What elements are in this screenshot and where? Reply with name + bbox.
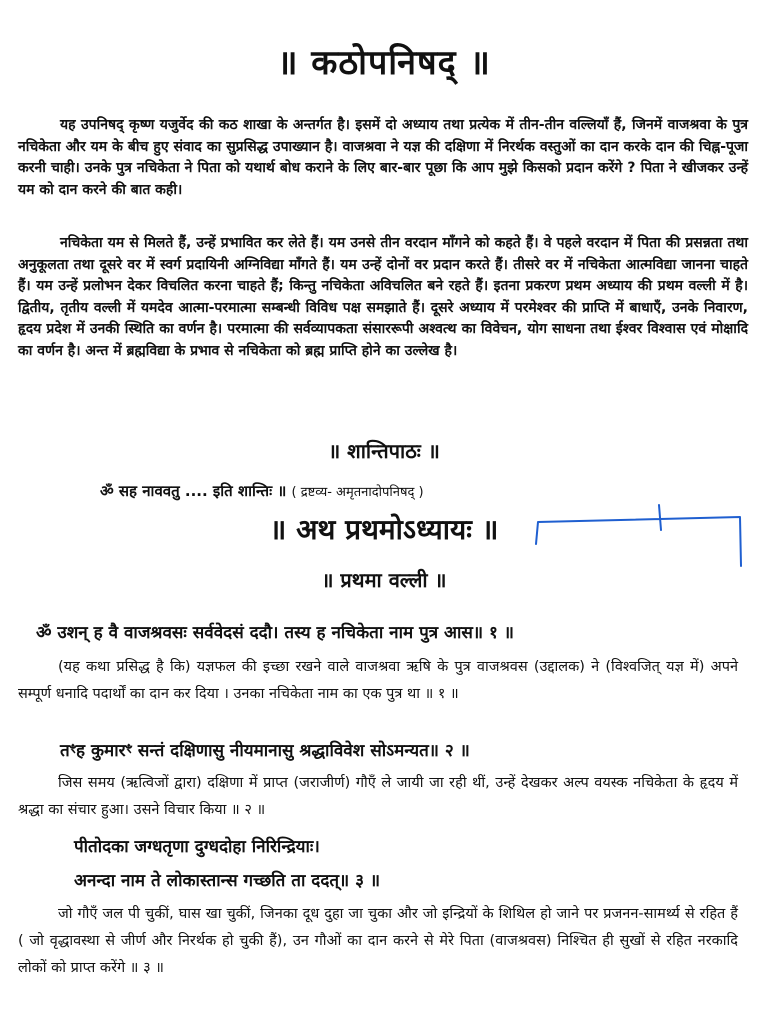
verse-1-meaning: (यह कथा प्रसिद्ध है कि) यज्ञफल की इच्छा रखने वाले वाजश्रवा ऋषि के पुत्र वाजश्रवस (उद्दालक) ने (विश्वजित् यज्ञ में) अपने सम्पूर्ण धनादि पदार्थों का दान कर दिया । उनका नचिकेता नाम का एक पुत्र था ॥ १ ॥ — [18, 659, 738, 702]
shanti-heading: ॥ शान्तिपाठः ॥ — [328, 439, 440, 463]
verse-3-meaning: जो गौएँ जल पी चुकीं, घास खा चुकीं, जिनका दूध दुहा जा चुका और जो इन्द्रियों के शिथिल हो जाने पर प्रजनन-सामर्थ्य से रहित हैं ( जो वृद्धावस्था से जीर्ण और निरर्थक हो चुकी हैं), उन गौओं का दान करने से मेरे पिता (वाजश्रवस) निश्चित ही सुखों से रहित नरकादि लोकों को प्राप्त करेंगे ॥ ३ ॥ — [18, 906, 738, 976]
verse-1: ॐ उशन् ह वै वाजश्रवसः सर्ववेदसं ददौ। तस्य ह नचिकेता नाम पुत्र आस॥ १ ॥ — [36, 623, 514, 643]
valli-heading: ॥ प्रथमा वल्ली ॥ — [321, 568, 447, 592]
shanti-reference: ( द्रष्टव्य- अमृतनादोपनिषद् ) — [291, 485, 424, 500]
adhyaya-heading: ॥ अथ प्रथमोऽध्यायः ॥ — [269, 513, 499, 546]
page-title: ॥ कठोपनिषद् ॥ — [277, 43, 491, 83]
verse-2: तꣳह कुमारꣳ सन्तं दक्षिणासु नीयमानासु श्रद्धाविवेश सोऽमन्यत॥ २ ॥ — [60, 741, 470, 761]
verse-3-line-2: अनन्दा नाम ते लोकास्तान्स गच्छति ता ददत्॥ ३ ॥ — [74, 871, 381, 891]
shanti-mantra: ॐ सह नाववतु .... इति शान्तिः ॥ — [100, 482, 287, 500]
verse-2-meaning: जिस समय (ऋत्विजों द्वारा) दक्षिणा में प्राप्त (जराजीर्ण) गौएँ ले जायी जा रही थीं, उन्हें देखकर अल्प वयस्क नचिकेता के हृदय में श्रद्धा का संचार हुआ। उसने विचार किया ॥ २ ॥ — [18, 775, 738, 818]
intro-paragraph-2: नचिकेता यम से मिलते हैं, उन्हें प्रभावित कर लेते हैं। यम उनसे तीन वरदान माँगने को कहते हैं। वे पहले वरदान में पिता की प्रसन्नता तथा अनुकूलता तथा दूसरे वर में स्वर्ग प्रदायिनी अग्निविद्या माँगते हैं। यम उन्हें दोनों वर प्रदान करते हैं। तीसरे वर में नचिकेता आत्मविद्या जानना चाहते हैं। यम उन्हें प्रलोभन देकर विचलित करना चाहते हैं; किन्तु नचिकेता अविचलित बने रहते हैं। इतना प्रकरण प्रथम अध्याय की प्रथम वल्ली में है। द्वितीय, तृतीय वल्ली में यमदेव आत्मा-परमात्मा सम्बन्धी विविध पक्ष समझाते हैं। दूसरे अध्याय में परमेश्वर की प्राप्ति में बाधाएँ, उनके निवारण, हृदय प्रदेश में उनकी स्थिति का वर्णन है। परमात्मा की सर्वव्यापकता संसाररूपी अश्वत्थ का विवेचन, योग साधना तथा ईश्वर विश्वास एवं मोक्षादि का वर्णन है। अन्त में ब्रह्मविद्या के प्रभाव से नचिकेता को ब्रह्म प्राप्ति होने का उल्लेख है। — [18, 235, 748, 359]
intro-paragraph-1: यह उपनिषद् कृष्ण यजुर्वेद की कठ शाखा के अन्तर्गत है। इसमें दो अध्याय तथा प्रत्येक में तीन-तीन वल्लियाँ हैं, जिनमें वाजश्रवा के पुत्र नचिकेता और यम के बीच हुए संवाद का सुप्रसिद्ध उपाख्यान है। वाजश्रवा ने यज्ञ की दक्षिणा में निरर्थक वस्तुओं का दान करके दान की चिह्न-पूजा करनी चाही। उनके पुत्र नचिकेता ने पिता को यथार्थ बोध कराने के लिए बार-बार पूछा कि आप मुझे किसको प्रदान करेंगे ? पिता ने खीजकर उन्हें यम को दान करने की बात कही। — [18, 117, 748, 198]
shanti-path-line — [100, 481, 424, 501]
verse-3-line-1: पीतोदका जग्धतृणा दुग्धदोहा निरिन्द्रियाः। — [74, 837, 320, 857]
